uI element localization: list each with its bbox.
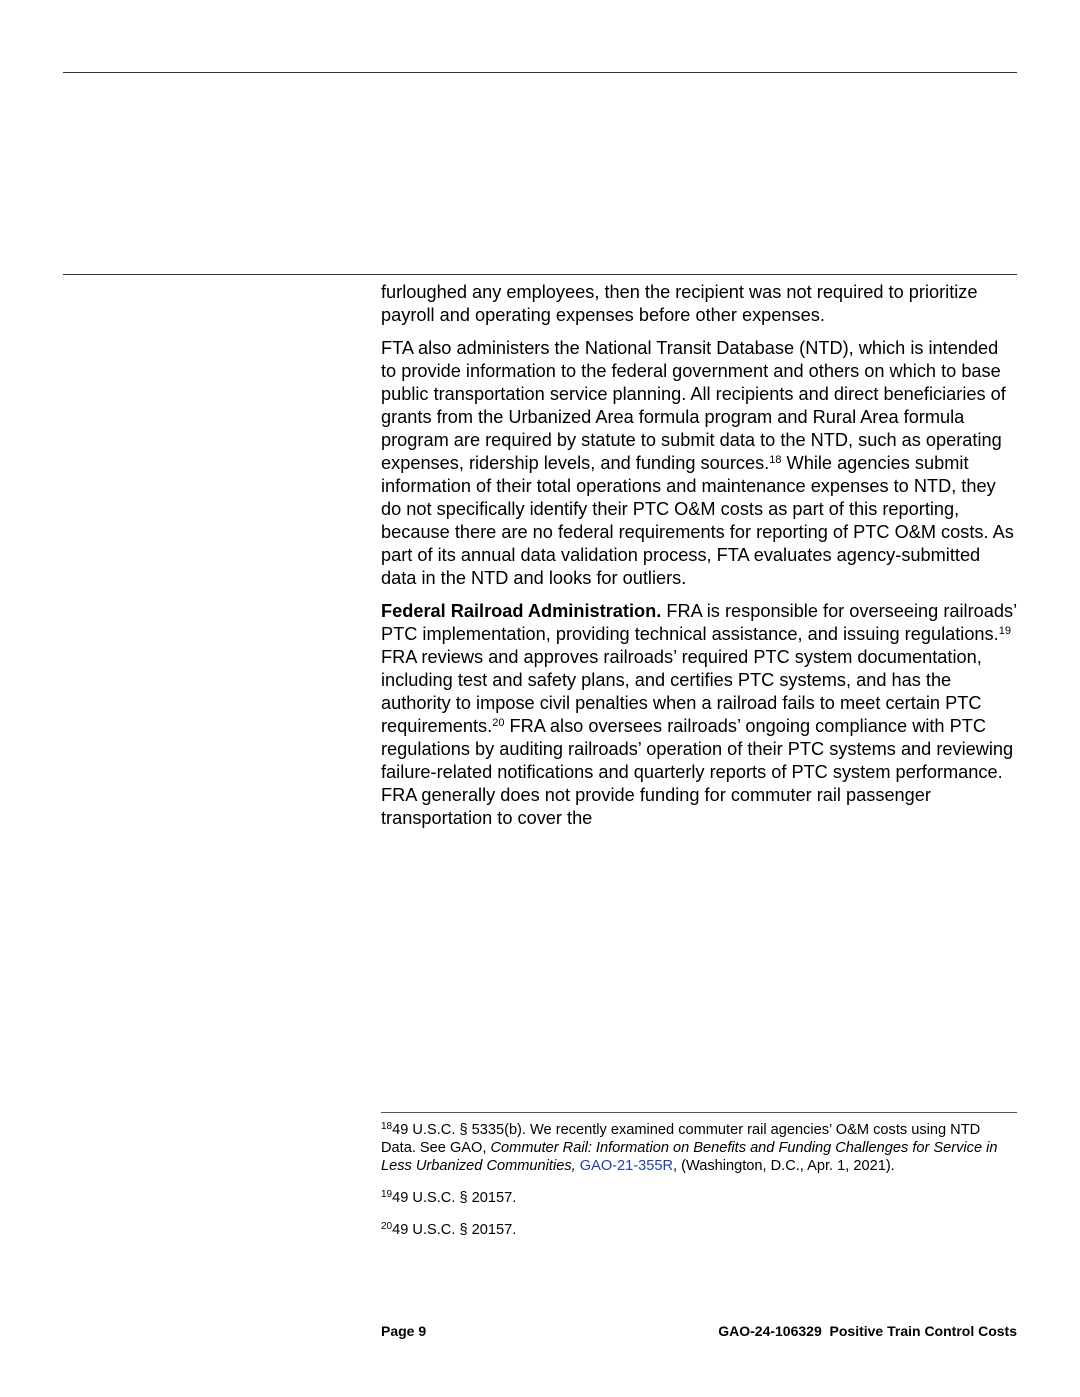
footnote-20: $^{20}$49 U.S.C. § 20157. (381, 1221, 517, 1238)
paragraph-3: Federal Railroad Administration. FRA is responsible for overseeing railroads’ PTC implementation, providing technical assistance, and issuing regulations.$^{19}$ FRA reviews and approves railroads’ required PTC system documentation, including test and safety plans, and certifies PTC systems, and has the authority to impose civil penalties when a railroad fails to meet certain PTC requirements.$^{20}$ FRA also oversees railroads’ ongoing compliance with PTC regulations by auditing railroads’ operation of their PTC systems and reviewing failure-related notifications and quarterly reports of PTC system performance. FRA generally does not provide funding for commuter rail passenger transportation to cover the (381, 601, 1017, 828)
footnote-18-title: Commuter Rail: Information on Benefits and Funding Challenges for Service in Less Urbanized Communities, (381, 1140, 998, 1174)
footnote-18: $^{18}$49 U.S.C. § 5335(b). We recently examined commuter rail agencies’ O&M costs using NTD Data. See GAO, Commuter Rail: Information on Benefits and Funding Challenges for Service in Less Urbanized Communities, GAO-21-355R, (Washington, D.C., Apr. 1, 2021). (381, 1121, 998, 1174)
footnote-separator (381, 1112, 1017, 1113)
report-title: GAO-24-106329 Positive Train Control Costs (718, 1323, 1017, 1339)
section-heading-fra: Federal Railroad Administration. (381, 601, 662, 621)
header-rule-top (63, 72, 1017, 73)
page-number: Page 9 (381, 1323, 427, 1339)
paragraph-2: FTA also administers the National Transit Database (NTD), which is intended to provide information to the federal government and others on which to base public transportation service planning. All recipients and direct beneficiaries of grants from the Urbanized Area formula program and Rural Area formula program are required by statute to submit data to the NTD, such as operating expenses, ridership levels, and funding sources.$^{18}$ While agencies submit information of their total operations and maintenance expenses to NTD, they do not specifically identify their PTC O&M costs as part of this reporting, because there are no federal requirements for reporting of PTC O&M costs. As part of its annual data validation process, FTA evaluates agency-submitted data in the NTD and looks for outliers. (381, 338, 1014, 588)
footnote-ref-18[interactable]: 18 (769, 454, 782, 466)
header-rule-bottom (63, 274, 1017, 275)
footnote-ref-20[interactable]: 20 (492, 717, 505, 729)
body-text (381, 281, 1017, 840)
footnotes (381, 1121, 1017, 1253)
footnote-19: $^{19}$49 U.S.C. § 20157. (381, 1189, 517, 1206)
paragraph-1: furloughed any employees, then the recipient was not required to prioritize payroll and operating expenses before other expenses. (381, 282, 978, 325)
footnote-ref-19[interactable]: 19 (998, 625, 1011, 637)
report-link[interactable]: GAO-21-355R (579, 1158, 674, 1174)
